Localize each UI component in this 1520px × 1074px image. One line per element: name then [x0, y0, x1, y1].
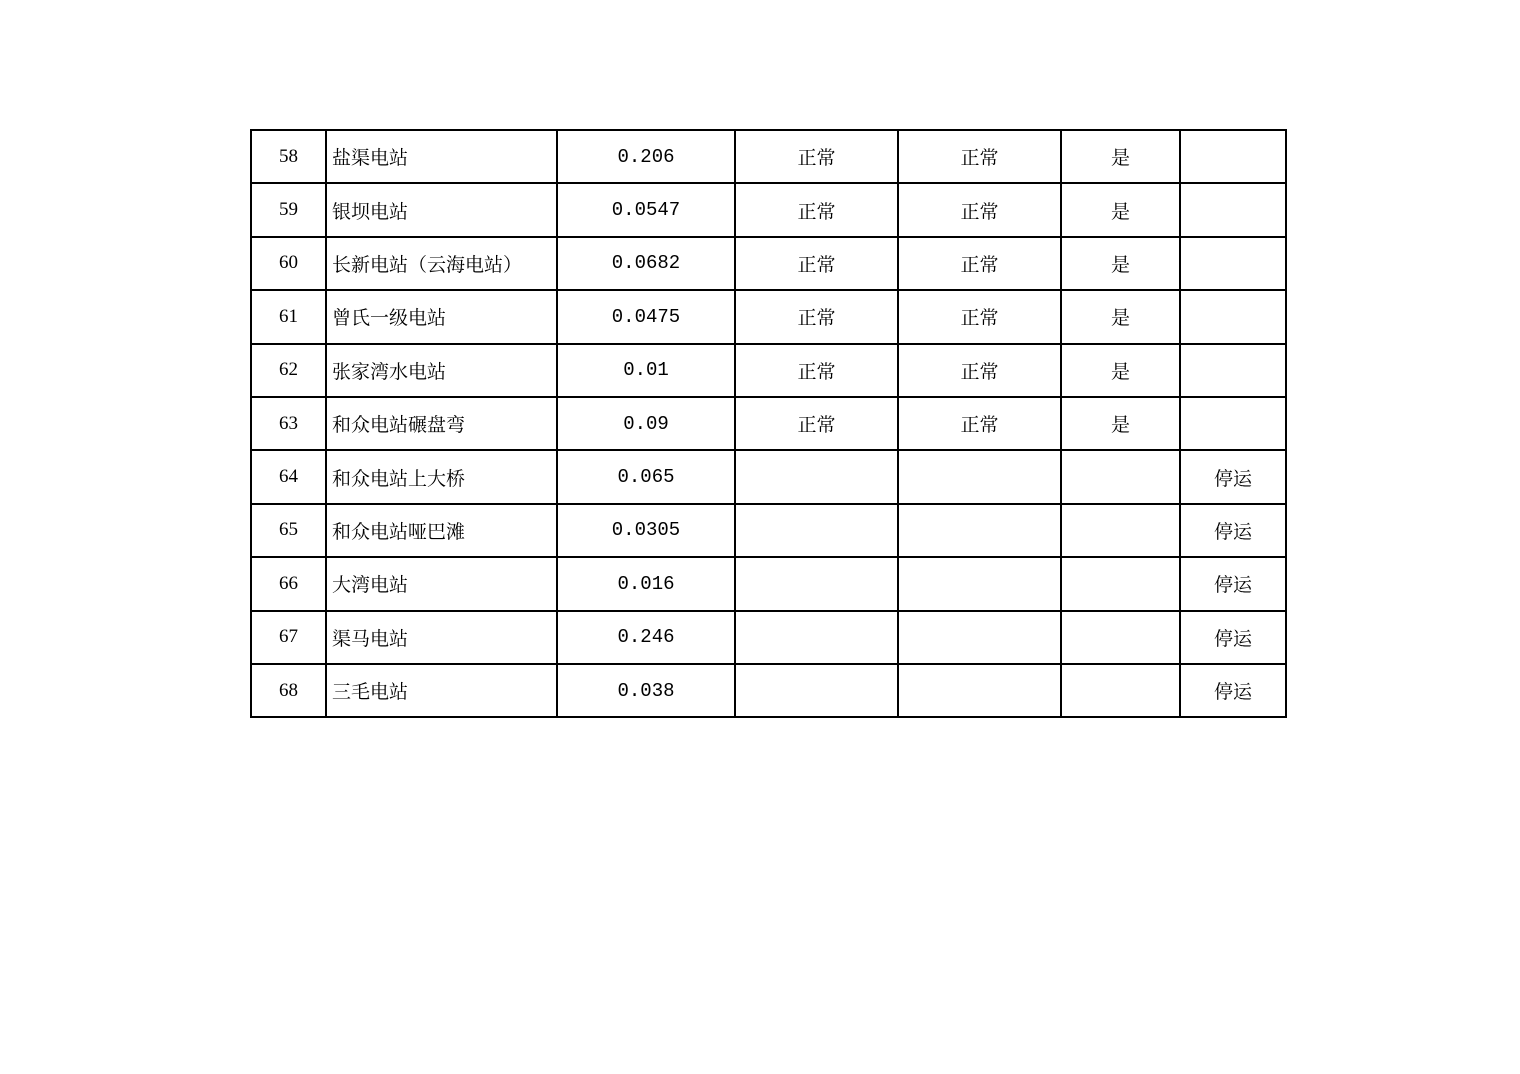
status-2-cell: 正常	[898, 130, 1061, 183]
row-number-cell: 64	[251, 450, 326, 503]
flag-cell: 是	[1061, 397, 1180, 450]
status-2-cell	[898, 664, 1061, 717]
row-number-cell: 63	[251, 397, 326, 450]
table-row	[251, 290, 1286, 343]
row-number-cell: 68	[251, 664, 326, 717]
table-row	[251, 557, 1286, 610]
remark-cell: 停运	[1180, 557, 1286, 610]
capacity-cell: 0.0682	[557, 237, 735, 290]
row-number-cell: 66	[251, 557, 326, 610]
status-1-cell: 正常	[735, 344, 898, 397]
status-2-cell	[898, 504, 1061, 557]
status-1-cell	[735, 504, 898, 557]
station-name-cell: 张家湾水电站	[326, 344, 557, 397]
table-row	[251, 183, 1286, 236]
remark-cell: 停运	[1180, 664, 1286, 717]
hydropower-station-table	[250, 129, 1287, 718]
station-name-cell: 曾氏一级电站	[326, 290, 557, 343]
status-1-cell: 正常	[735, 290, 898, 343]
status-1-cell: 正常	[735, 183, 898, 236]
flag-cell: 是	[1061, 290, 1180, 343]
table-body	[251, 130, 1286, 717]
flag-cell: 是	[1061, 183, 1180, 236]
row-number-cell: 65	[251, 504, 326, 557]
row-number-cell: 67	[251, 611, 326, 664]
status-2-cell: 正常	[898, 183, 1061, 236]
capacity-cell: 0.016	[557, 557, 735, 610]
status-2-cell	[898, 611, 1061, 664]
status-1-cell	[735, 450, 898, 503]
capacity-cell: 0.038	[557, 664, 735, 717]
station-name-cell: 三毛电站	[326, 664, 557, 717]
status-2-cell: 正常	[898, 290, 1061, 343]
table-row	[251, 397, 1286, 450]
status-1-cell: 正常	[735, 397, 898, 450]
capacity-cell: 0.246	[557, 611, 735, 664]
remark-cell	[1180, 183, 1286, 236]
status-1-cell: 正常	[735, 237, 898, 290]
flag-cell: 是	[1061, 344, 1180, 397]
status-2-cell: 正常	[898, 237, 1061, 290]
station-name-cell: 和众电站碾盘弯	[326, 397, 557, 450]
table-row	[251, 344, 1286, 397]
flag-cell	[1061, 504, 1180, 557]
station-name-cell: 盐渠电站	[326, 130, 557, 183]
flag-cell: 是	[1061, 130, 1180, 183]
status-1-cell: 正常	[735, 130, 898, 183]
capacity-cell: 0.09	[557, 397, 735, 450]
status-1-cell	[735, 664, 898, 717]
station-name-cell: 渠马电站	[326, 611, 557, 664]
row-number-cell: 61	[251, 290, 326, 343]
remark-cell: 停运	[1180, 504, 1286, 557]
status-2-cell: 正常	[898, 397, 1061, 450]
table-row	[251, 237, 1286, 290]
station-name-cell: 长新电站（云海电站）	[326, 237, 557, 290]
capacity-cell: 0.065	[557, 450, 735, 503]
capacity-cell: 0.0547	[557, 183, 735, 236]
row-number-cell: 62	[251, 344, 326, 397]
remark-cell	[1180, 237, 1286, 290]
station-name-cell: 和众电站哑巴滩	[326, 504, 557, 557]
table-row	[251, 504, 1286, 557]
remark-cell	[1180, 290, 1286, 343]
station-name-cell: 和众电站上大桥	[326, 450, 557, 503]
status-2-cell	[898, 557, 1061, 610]
table-row	[251, 450, 1286, 503]
status-2-cell	[898, 450, 1061, 503]
remark-cell	[1180, 130, 1286, 183]
flag-cell	[1061, 450, 1180, 503]
station-name-cell: 大湾电站	[326, 557, 557, 610]
remark-cell	[1180, 397, 1286, 450]
status-1-cell	[735, 557, 898, 610]
row-number-cell: 58	[251, 130, 326, 183]
row-number-cell: 60	[251, 237, 326, 290]
row-number-cell: 59	[251, 183, 326, 236]
status-1-cell	[735, 611, 898, 664]
capacity-cell: 0.206	[557, 130, 735, 183]
capacity-cell: 0.0475	[557, 290, 735, 343]
remark-cell	[1180, 344, 1286, 397]
table-row	[251, 664, 1286, 717]
flag-cell: 是	[1061, 237, 1180, 290]
remark-cell: 停运	[1180, 450, 1286, 503]
capacity-cell: 0.01	[557, 344, 735, 397]
table-row	[251, 611, 1286, 664]
table-row	[251, 130, 1286, 183]
remark-cell: 停运	[1180, 611, 1286, 664]
station-name-cell: 银坝电站	[326, 183, 557, 236]
capacity-cell: 0.0305	[557, 504, 735, 557]
status-2-cell: 正常	[898, 344, 1061, 397]
flag-cell	[1061, 664, 1180, 717]
flag-cell	[1061, 557, 1180, 610]
flag-cell	[1061, 611, 1180, 664]
